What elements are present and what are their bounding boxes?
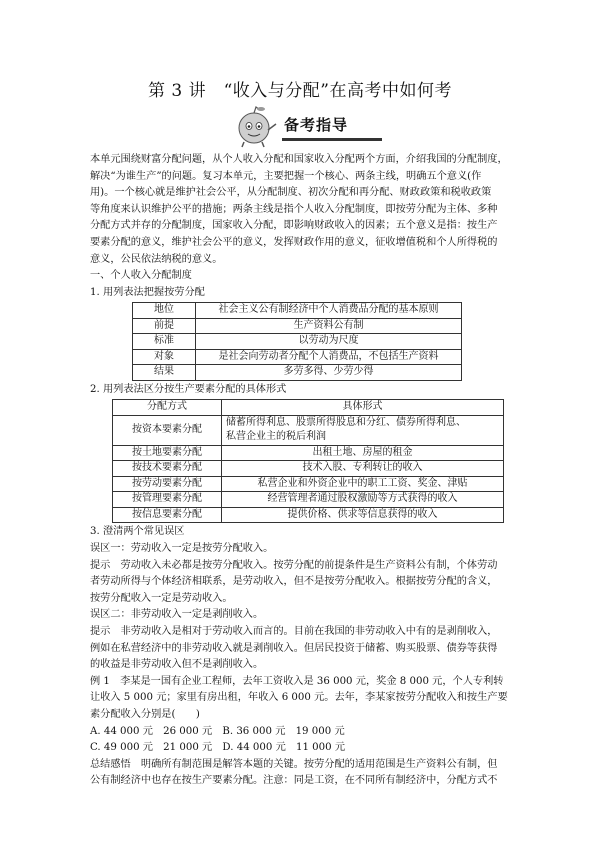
table-cell: 地位 (133, 303, 196, 319)
subheading: 2. 用列表法区分按生产要素分配的具体形式 (90, 383, 287, 395)
table-cell: 按劳动要素分配 (113, 476, 222, 492)
body-line: 公有制经济中也存在按生产要素分配。注意：同是工资，在不同所有制经济中，分配方式不 (90, 775, 498, 787)
intro-line: 意义，公民依法纳税的意义。 (90, 253, 223, 265)
table-row (133, 349, 462, 365)
table-cell: 生产资料公有制 (196, 318, 462, 334)
body-line: 误区一：劳动收入一定是按劳分配收入。 (90, 543, 274, 555)
table-cell: 多劳多得、少劳少得 (196, 365, 462, 381)
table-row (133, 365, 462, 381)
table-cell: 按资本要素分配 (113, 415, 222, 445)
table-row (133, 303, 462, 319)
table-header-row (113, 400, 504, 416)
table-header-cell: 具体形式 (222, 400, 504, 416)
intro-line: 等角度来认识维护公平的措施；两条主线是指个人收入分配制度，即按劳分配为主体、多种 (90, 203, 498, 215)
table-cell: 标准 (133, 334, 196, 350)
table-cell: 技术入股、专利转让的收入 (222, 461, 504, 477)
example-line: 让收入 5 000 元；家里有房出租，年收入 6 000 元。去年，李某家按劳分配收入和按生产要 (90, 692, 508, 704)
intro-line: 要素分配的意义，维护社会公平的意义，发挥财政作用的意义，征收增值税和个人所得税的 (90, 236, 498, 248)
table-row (113, 445, 504, 461)
table-cell: 出租土地、房屋的租金 (222, 445, 504, 461)
lecture-title: 第 3 讲 “收入与分配”在高考中如何考 (147, 81, 452, 101)
table-cell: 按土地要素分配 (113, 445, 222, 461)
intro-line: 解决“为谁生产”的问题。复习本单元，主要把握一个核心、两条主线，明确五个意义(作 (90, 170, 482, 182)
body-line: 误区二：非劳动收入一定是剥削收入。 (90, 609, 264, 621)
cell-line: 私营企业主的税后利润 (226, 431, 326, 443)
table-cell: 按技术要素分配 (113, 461, 222, 477)
body-line: 者劳动所得与个体经济相联系，是劳动收入，但不是按劳分配收入。根据按劳分配的含义， (90, 576, 498, 588)
body-line: 按劳分配收入一定是劳动收入。 (90, 592, 233, 604)
body-line: 总结感悟 明确所有制范围是解答本题的关键。按劳分配的适用范围是生产资料公有制，但 (90, 758, 498, 770)
table-cell (222, 415, 504, 445)
example-line: 例 1 李某是一国有企业工程师，去年工资收入是 36 000 元，奖金 8 000 元，个人专利转 (90, 675, 504, 687)
table-row (113, 476, 504, 492)
banner-label: 备考指导 (284, 116, 349, 134)
table-cell: 按管理要素分配 (113, 492, 222, 508)
table-row (113, 507, 504, 523)
table-cell: 按信息要素分配 (113, 507, 222, 523)
option-line: C. 49 000 元 21 000 元 D. 44 000 元 11 000 元 (90, 742, 346, 754)
mascot-icon (232, 104, 282, 148)
table-row (133, 334, 462, 350)
table-row (133, 318, 462, 334)
table-cell: 以劳动为尺度 (196, 334, 462, 350)
banner (232, 104, 382, 148)
table-cell: 对象 (133, 349, 196, 365)
table-cell: 结果 (133, 365, 196, 381)
body-line: 提示 劳动收入未必都是按劳分配收入。按劳分配的前提条件是生产资料公有制，个体劳动 (90, 559, 498, 571)
body-line: 提示 非劳动收入是相对于劳动收入而言的。目前在我国的非劳动收入中有的是剥削收入， (90, 626, 498, 637)
table-row (113, 492, 504, 508)
table-row (113, 415, 504, 445)
table-cell: 私营企业和外资企业中的职工工资、奖金、津贴 (222, 476, 504, 492)
table-cell: 是社会向劳动者分配个人消费品，不包括生产资料 (196, 349, 462, 365)
table-cell: 提供价格、供求等信息获得的收入 (222, 507, 504, 523)
subheading: 3. 澄清两个常见误区 (90, 526, 185, 538)
distribution-by-factors-table (112, 399, 504, 523)
example-line: 素分配收入分别是( ) (90, 708, 200, 720)
cell-line: 储蓄所得利息、股票所得股息和分红、债券所得利息、 (226, 416, 466, 428)
subheading: 1. 用列表法把握按劳分配 (90, 286, 205, 298)
table-row (113, 461, 504, 477)
table-header-cell: 分配方式 (113, 400, 222, 416)
distribution-by-labor-table (132, 302, 462, 381)
body-line: 的收益是非劳动收入但不是剥削收入。 (90, 659, 264, 671)
option-line: A. 44 000 元 26 000 元 B. 36 000 元 19 000 元 (90, 725, 345, 737)
intro-line: 用)。一个核心就是维护社会公平，从分配制度、初次分配和再分配、财政政策和税收政策 (90, 187, 492, 199)
intro-line: 本单元围绕财富分配问题，从个人收入分配和国家收入分配两个方面，介绍我国的分配制度， (90, 154, 508, 165)
section-heading: 一、个人收入分配制度 (90, 270, 192, 282)
content (90, 152, 514, 790)
intro-line: 分配方式并存的分配制度，国家收入分配，即影响财政收入的因素；五个意义是指：按生产 (90, 220, 498, 232)
table-cell: 经营管理者通过股权激励等方式获得的收入 (222, 492, 504, 508)
table-cell: 社会主义公有制经济中个人消费品分配的基本原则 (196, 303, 462, 319)
body-line: 例如在私营经济中的非劳动收入就是剥削收入。但居民投资于储蓄、购买股票、债券等获得 (90, 642, 498, 654)
table-cell: 前提 (133, 318, 196, 334)
banner-underline (282, 138, 382, 141)
